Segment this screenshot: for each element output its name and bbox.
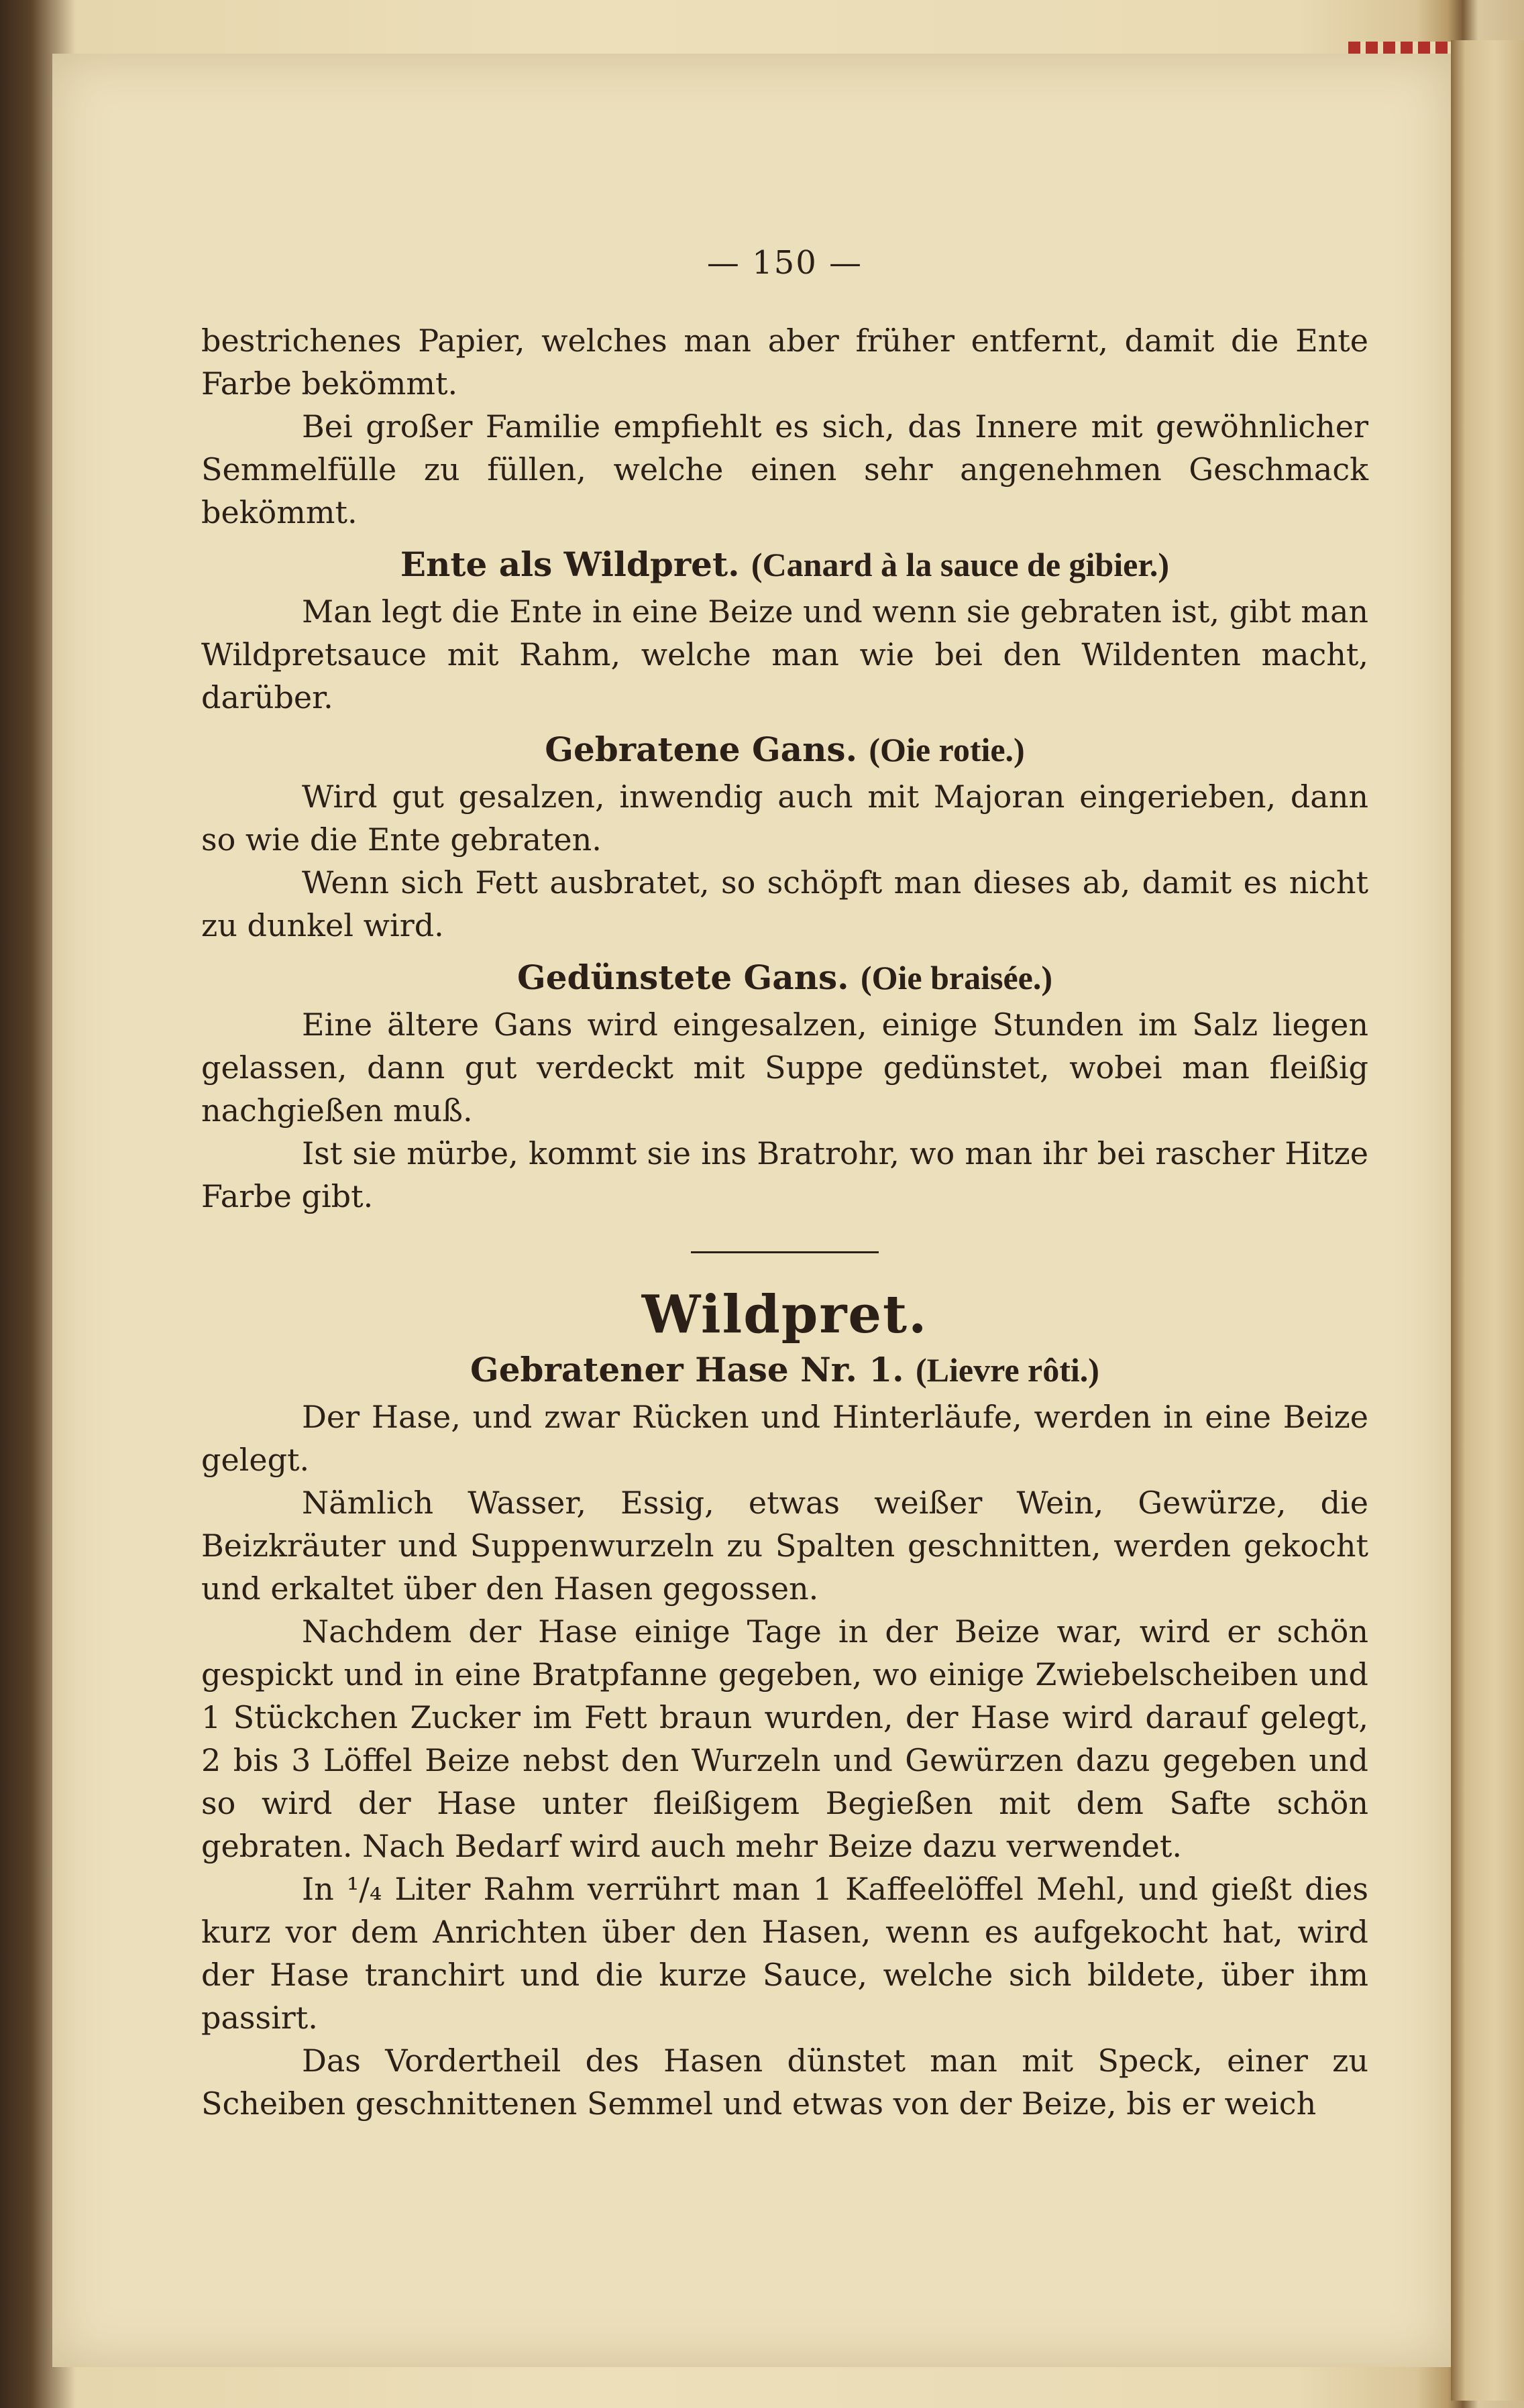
page-fold-edge [1451,40,1524,2401]
paragraph: Nämlich Wasser, Essig, etwas weißer Wein, Gewürze, die Beizkräuter und Suppenwurzeln zu Spalten geschnitten, werden gekocht und erkaltet über den Hasen gegossen. [201,1485,1368,1607]
paragraph: Man legt die Ente in eine Beize und wenn sie gebraten ist, gibt man Wildpretsauce mit Rahm, welche man wie bei den Wildenten macht, darüber. [201,593,1368,715]
paragraph: Wenn sich Fett ausbratet, so schöpft man dieses ab, damit es nicht zu dunkel wird. [201,864,1368,943]
recipe-title [201,956,1368,999]
recipe-title-text: Gebratene Gans. [545,730,857,769]
recipe-title-french: (Oie rotie.) [869,731,1025,768]
recipe-title-text: Ente als Wildpret. [400,544,740,584]
paragraph: Nachdem der Hase einige Tage in der Beize war, wird er schön gespickt und in eine Bratpfanne gegeben, wo einige Zwiebelscheiben und 1 Stückchen Zucker im Fett braun wurden, der Hase wird darauf gelegt, 2 bis 3 Löffel Beize nebst den Wurzeln und Gewürzen dazu gegeben und so wird der Hase unter fleißigem Begießen mit dem Safte schön gebraten. Nach Bedarf wird auch mehr Beize dazu verwendet. [201,1613,1368,1864]
page-content [201,241,1368,2125]
recipe-title [201,1349,1368,1391]
paragraph: Eine ältere Gans wird eingesalzen, einige Stunden im Salz liegen gelassen, dann gut verdeckt mit Suppe gedünstet, wobei man fleißig nachgießen muß. [201,1007,1368,1129]
text-blocks [201,319,1368,2125]
paragraph: Der Hase, und zwar Rücken und Hinterläufe, werden in eine Beize gelegt. [201,1399,1368,1478]
paragraph: Das Vordertheil des Hasen dünstet man mit Speck, einer zu Scheiben geschnittenen Semmel und etwas von der Beize, bis er weich [201,2043,1368,2122]
page-number: — 150 — [706,244,863,282]
paragraph: Ist sie mürbe, kommt sie ins Bratrohr, wo man ihr bei rascher Hitze Farbe gibt. [201,1135,1368,1214]
paragraph: Wird gut gesalzen, inwendig auch mit Majoran eingerieben, dann so wie die Ente gebraten. [201,779,1368,858]
recipe-title-text: Gebratener Hase Nr. 1. [470,1350,904,1389]
recipe-title-french: (Canard à la sauce de gibier.) [751,546,1170,583]
recipe-title [201,543,1368,586]
section-title: Wildpret. [641,1284,928,1345]
recipe-title-french: (Lievre rôti.) [915,1351,1099,1389]
paragraph: In ¹/₄ Liter Rahm verrührt man 1 Kaffeelöffel Mehl, und gießt dies kurz vor dem Anrichten über den Hasen, wenn es aufgekocht hat, wird der Hase tranchirt und die kurze Sauce, welche sich bildete, über ihm passirt. [201,1871,1368,2036]
recipe-title-text: Gedünstete Gans. [517,958,849,997]
recipe-title [201,728,1368,771]
section-divider [691,1251,879,1253]
paragraph: bestrichenes Papier, welches man aber früher entfernt, damit die Ente Farbe bekömmt. [201,323,1368,402]
paragraph: Bei großer Familie empfiehlt es sich, das Innere mit gewöhnlicher Semmelfülle zu füllen, welche einen sehr angenehmen Geschmack bekömmt. [201,408,1368,530]
recipe-title-french: (Oie braisée.) [860,959,1052,996]
